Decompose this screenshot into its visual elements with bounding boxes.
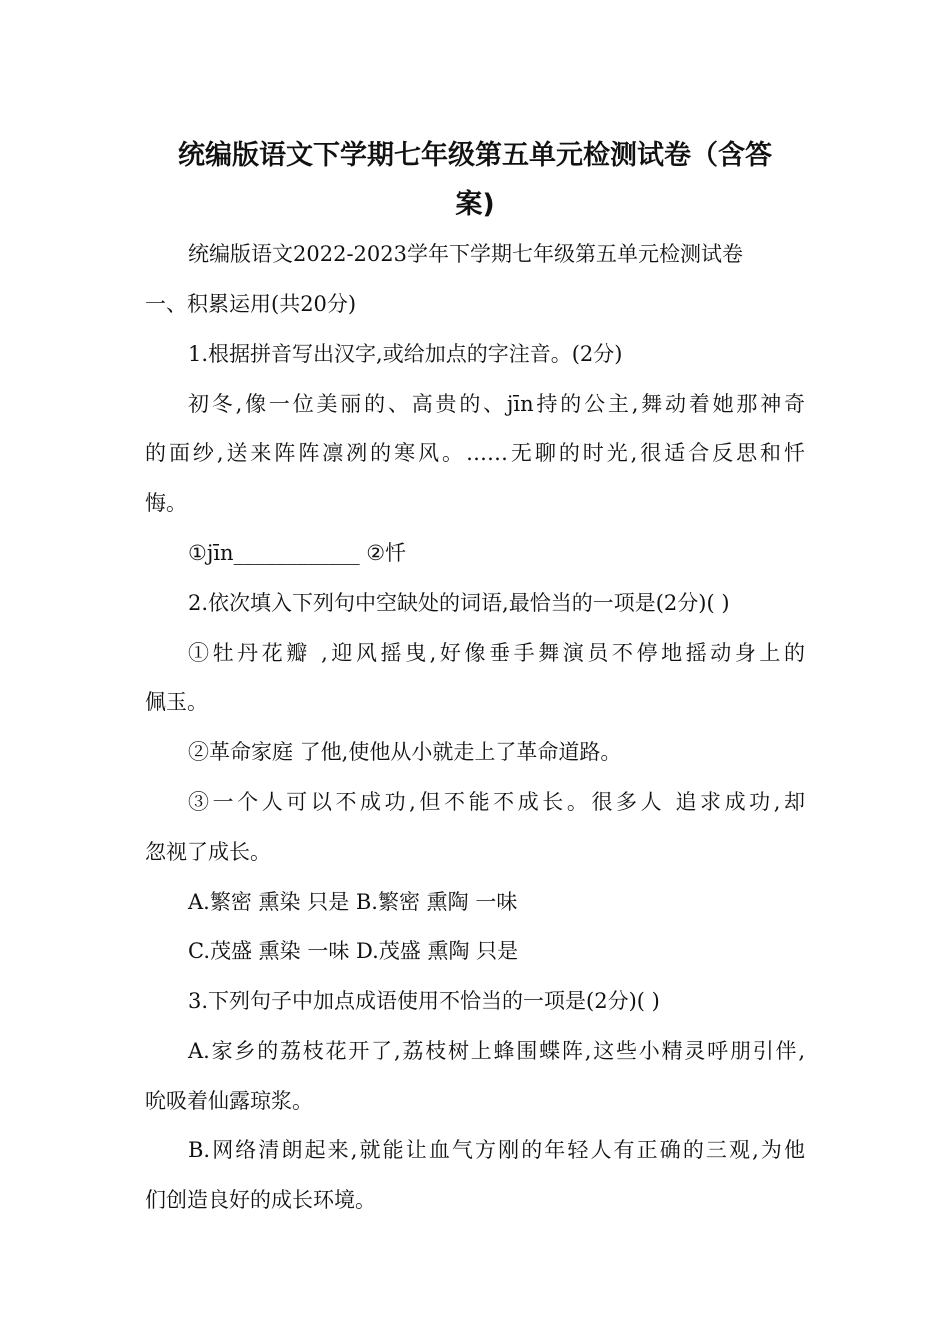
- question-1-answer-blanks: ①jīn____________ ②忏: [188, 541, 407, 565]
- question-3-option-a-line-2: 吮吸着仙露琼浆。: [145, 1089, 313, 1113]
- question-1-passage-line-2: 的面纱,送来阵阵凛冽的寒风。……无聊的时光,很适合反思和忏: [145, 441, 805, 465]
- question-2-sentence-1-line-1: ①牡丹花瓣 ,迎风摇曳,好像垂手舞演员不停地摇动身上的: [188, 641, 805, 665]
- question-2-options-cd: C.茂盛 熏染 一味 D.茂盛 熏陶 只是: [188, 939, 519, 963]
- question-3-option-b-line-1: B.网络清朗起来,就能让血气方刚的年轻人有正确的三观,为他: [188, 1138, 805, 1162]
- question-3-option-a-line-1: A.家乡的荔枝花开了,荔枝树上蜂围蝶阵,这些小精灵呼朋引伴,: [188, 1039, 805, 1063]
- question-3-option-b-line-2: 们创造良好的成长环境。: [145, 1188, 376, 1212]
- question-3-stem: 3.下列句子中加点成语使用不恰当的一项是(2分)( ): [188, 989, 660, 1013]
- question-2-sentence-2: ②革命家庭 了他,使他从小就走上了革命道路。: [188, 740, 622, 764]
- question-2-options-ab: A.繁密 熏染 只是 B.繁密 熏陶 一味: [188, 890, 518, 914]
- question-2-stem: 2.依次填入下列句中空缺处的词语,最恰当的一项是(2分)( ): [188, 591, 730, 615]
- document-title-line-1: 统编版语文下学期七年级第五单元检测试卷（含答: [178, 140, 772, 171]
- document-subtitle: 统编版语文2022-2023学年下学期七年级第五单元检测试卷: [188, 242, 743, 266]
- question-2-sentence-3-line-1: ③一个人可以不成功,但不能不成长。很多人 追求成功,却: [188, 790, 805, 814]
- question-1-stem: 1.根据拼音写出汉字,或给加点的字注音。(2分): [188, 342, 623, 366]
- section-heading: 一、积累运用(共20分): [145, 292, 357, 316]
- question-2-sentence-1-line-2: 佩玉。: [145, 690, 208, 714]
- question-1-passage-line-1: 初冬,像一位美丽的、高贵的、jīn持的公主,舞动着她那神奇: [188, 392, 805, 416]
- question-2-sentence-3-line-2: 忽视了成长。: [145, 840, 271, 864]
- document-title-line-2: 案): [455, 189, 495, 220]
- question-1-passage-line-3: 悔。: [145, 491, 187, 515]
